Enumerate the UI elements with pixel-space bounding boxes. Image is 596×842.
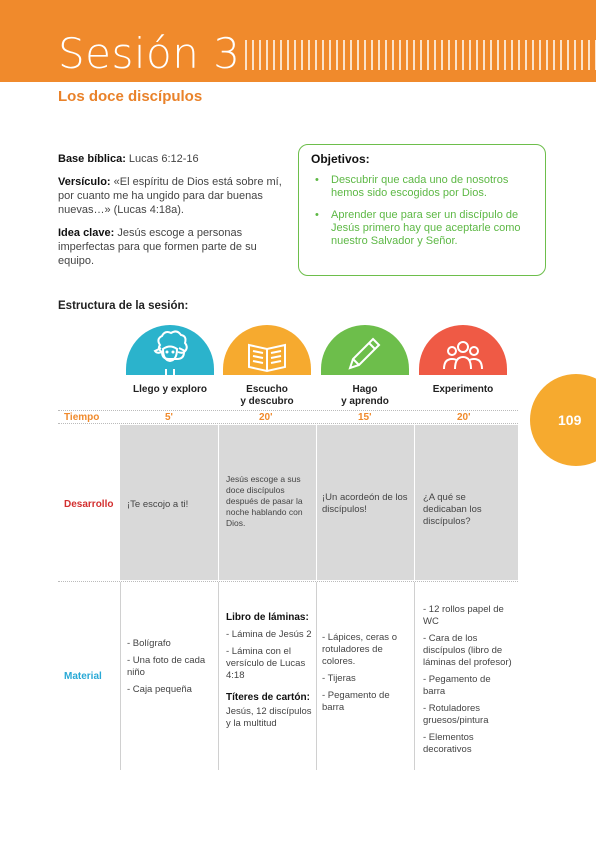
tiempo-value: 20' bbox=[259, 412, 273, 423]
header-stripes bbox=[245, 40, 596, 70]
table-divider bbox=[58, 410, 518, 411]
objectives-box bbox=[298, 144, 546, 276]
idea-clave: Idea clave: Jesús escoge a personas imperfectas para que formen parte de su equipo. bbox=[58, 227, 257, 267]
material-cell: - Bolígrafo - Una foto de cada niño - Caja pequeña bbox=[127, 638, 206, 695]
material-cell: - 12 rollos papel de WC - Cara de los discípulos (libro de láminas del profesor) - Pegamento de barra - Rotuladores gruesos/pintura - Elementos decorativos bbox=[423, 604, 512, 755]
tiempo-value: 5' bbox=[165, 412, 173, 423]
column-divider bbox=[218, 582, 219, 770]
table-divider bbox=[58, 581, 518, 582]
desarrollo-cell: ¿A qué se dedicaban los discípulos? bbox=[423, 492, 482, 527]
step-1-title: Llego y exploro bbox=[133, 384, 207, 395]
page-number: 109 bbox=[558, 412, 582, 428]
step-2-badge bbox=[223, 325, 311, 375]
objectives-list bbox=[311, 174, 533, 248]
desarrollo-cell: ¡Te escojo a ti! bbox=[127, 499, 189, 510]
objectives-title: Objetivos: bbox=[311, 152, 370, 166]
objective-item: • Aprender que para ser un discípulo de Jesús primero hay que aceptarle como nuestro Salvador y Señor. bbox=[325, 209, 533, 248]
pencil-icon bbox=[321, 325, 409, 375]
step-2-title: Escucho y descubro bbox=[240, 384, 294, 407]
column-divider bbox=[414, 582, 415, 770]
session-info bbox=[58, 152, 290, 277]
session-subtitle: Los doce discípulos bbox=[58, 88, 203, 105]
desarrollo-cell: Jesús escoge a sus doce discípulos después de pasar la noche hablando con Dios. bbox=[226, 474, 303, 528]
book-icon bbox=[223, 325, 311, 375]
step-3-title: Hago y aprendo bbox=[341, 384, 389, 407]
base-biblica: Base bíblica: Lucas 6:12-16 bbox=[58, 153, 199, 165]
column-divider bbox=[120, 582, 121, 770]
desarrollo-label: Desarrollo bbox=[64, 499, 114, 510]
versiculo: Versículo: «El espíritu de Dios está sobre mí, por cuanto me ha ungido para dar buenas nuevas…» (Lucas 4:18a). bbox=[58, 176, 282, 216]
tiempo-label: Tiempo bbox=[64, 412, 100, 423]
session-header bbox=[0, 0, 596, 82]
tiempo-value: 15' bbox=[358, 412, 372, 423]
material-label: Material bbox=[64, 671, 102, 682]
sheep-icon bbox=[126, 325, 214, 375]
column-divider bbox=[316, 582, 317, 770]
objective-item: • Descubrir que cada uno de nosotros hemos sido escogidos por Dios. bbox=[325, 174, 533, 200]
structure-title: Estructura de la sesión: bbox=[58, 300, 189, 312]
desarrollo-cell: ¡Un acordeón de los discípulos! bbox=[322, 492, 408, 515]
tiempo-value: 20' bbox=[457, 412, 471, 423]
material-cell: - Lápices, ceras o rotuladores de colores. - Tijeras - Pegamento de barra bbox=[322, 632, 397, 713]
people-icon bbox=[419, 325, 507, 375]
step-4-badge bbox=[419, 325, 507, 375]
step-4-title: Experimento bbox=[432, 384, 494, 395]
page-title: Sesión 3 bbox=[58, 29, 241, 78]
table-divider bbox=[58, 423, 518, 424]
page-number-badge bbox=[530, 374, 596, 466]
material-cell: Libro de láminas: - Lámina de Jesús 2 - Lámina con el versículo de Lucas 4:18 Títeres de cartón: Jesús, 12 discípulos y la multitud bbox=[226, 612, 312, 729]
step-3-badge bbox=[321, 325, 409, 375]
step-1-badge bbox=[126, 325, 214, 375]
